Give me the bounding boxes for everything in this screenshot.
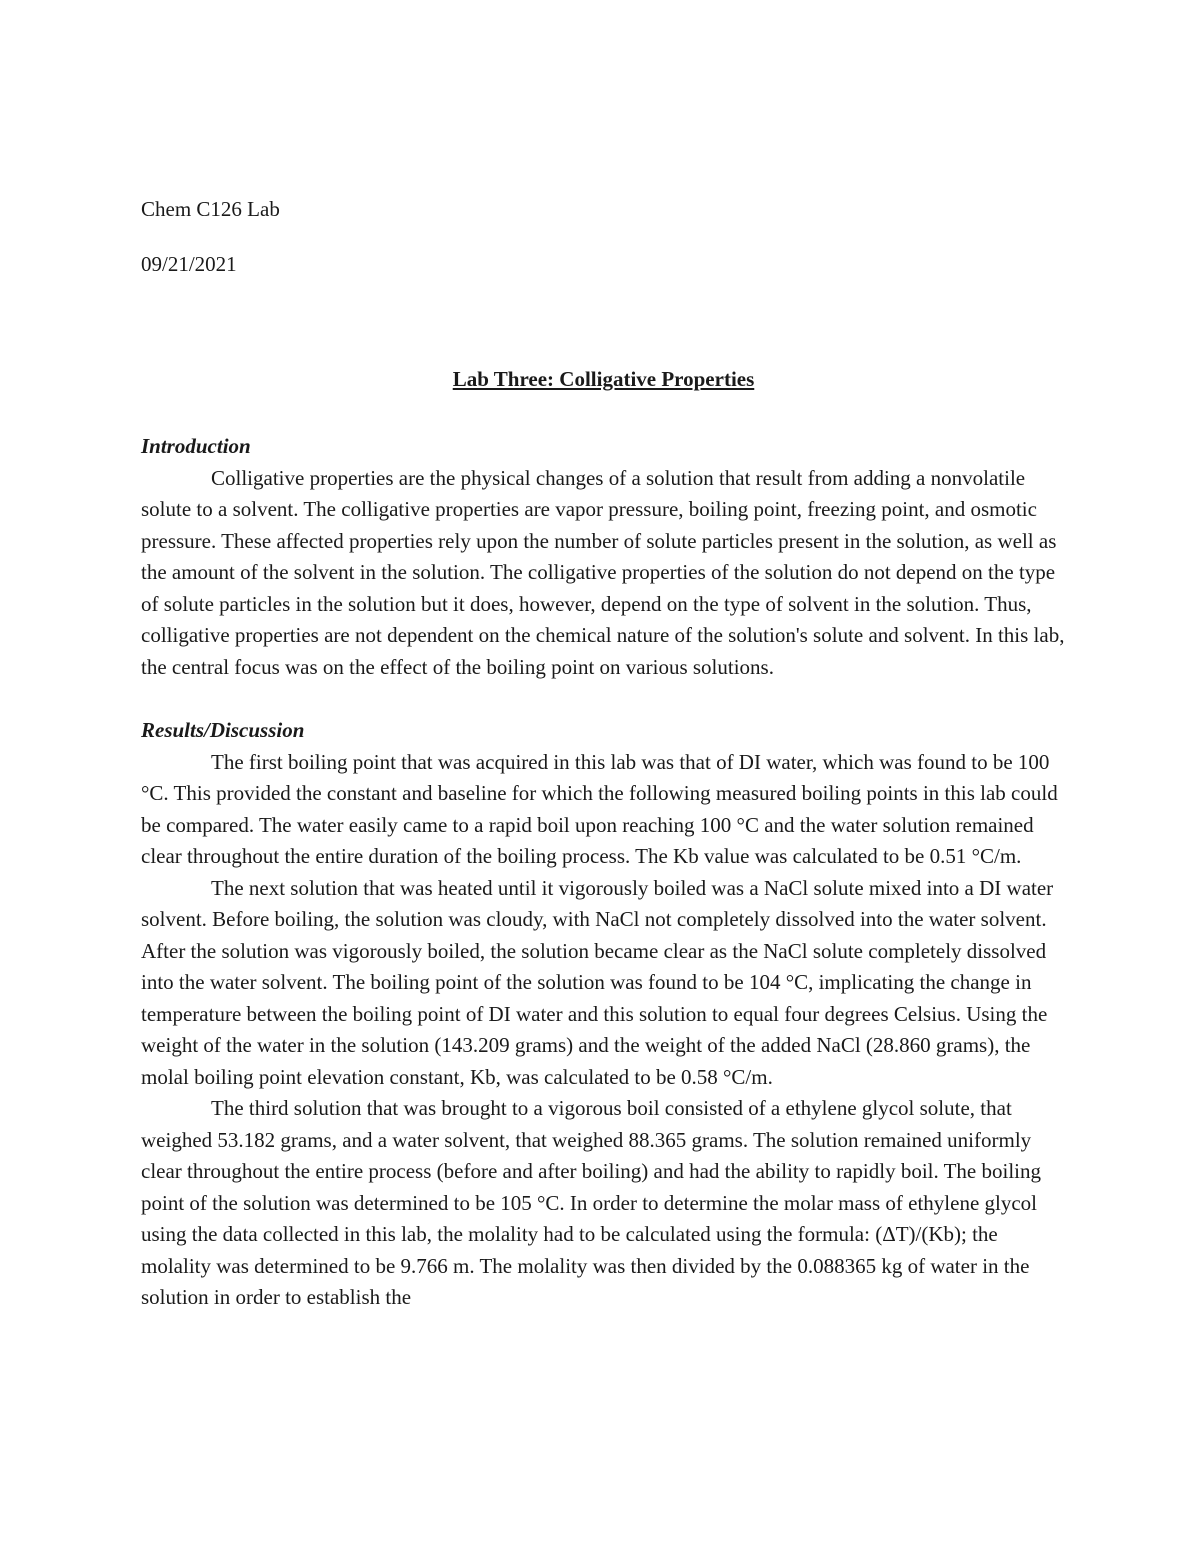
results-paragraph-ethylene-glycol: The third solution that was brought to a vigorous boil consisted of a ethylene glycol solute, that weighed 53.182 grams, and a water solvent, that weighed 88.365 grams. The solution remained uniformly clear throughout the entire process (before and after boiling) and had the ability to rapidly boil. The boiling point of the solution was determined to be 105 °C. In order to determine the molar mass of ethylene glycol using the data collected in this lab, the molality had to be calculated using the formula: (ΔT)/(Kb); the molality was determined to be 9.766 m. The molality was then divided by the 0.088365 kg of water in the solution in order to establish the [141,1096,1042,1309]
introduction-heading: Introduction [141,434,251,458]
results-discussion-heading: Results/Discussion [141,718,305,742]
introduction-paragraph: Colligative properties are the physical changes of a solution that result from adding a nonvolatile solute to a solvent. The colligative properties are vapor pressure, boiling point, freezing point, and osmotic pressure. These affected properties rely upon the number of solute particles present in the solution, as well as the amount of the solvent in the solution. The colligative properties of the solution do not depend on the type of solute particles in the solution but it does, however, depend on the type of solvent in the solution. Thus, colligative properties are not dependent on the chemical nature of the solution's solute and solvent. In this lab, the central focus was on the effect of the boiling point on various solutions. [141,465,1065,679]
document-title: Lab Three: Colligative Properties [452,367,755,391]
document-page [141,194,1066,1314]
course-name: Chem C126 Lab [141,197,280,221]
results-paragraph-nacl: The next solution that was heated until it vigorously boiled was a NaCl solute mixed into a DI water solvent. Before boiling, the solution was cloudy, with NaCl not completely dissolved into the water solvent. After the solution was vigorously boiled, the solution became clear as the NaCl solute completely dissolved into the water solvent. The boiling point of the solution was found to be 104 °C, implicating the change in temperature between the boiling point of DI water and this solution to equal four degrees Celsius. Using the weight of the water in the solution (143.209 grams) and the weight of the added NaCl (28.860 grams), the molal boiling point elevation constant, Kb, was calculated to be 0.58 °C/m. [141,875,1054,1089]
report-date: 09/21/2021 [141,252,237,276]
results-paragraph-water: The first boiling point that was acquired in this lab was that of DI water, which was found to be 100 °C. This provided the constant and baseline for which the following measured boiling points in this lab could be compared. The water easily came to a rapid boil upon reaching 100 °C and the water solution remained clear throughout the entire duration of the boiling process. The Kb value was calculated to be 0.51 °C/m. [141,749,1058,868]
